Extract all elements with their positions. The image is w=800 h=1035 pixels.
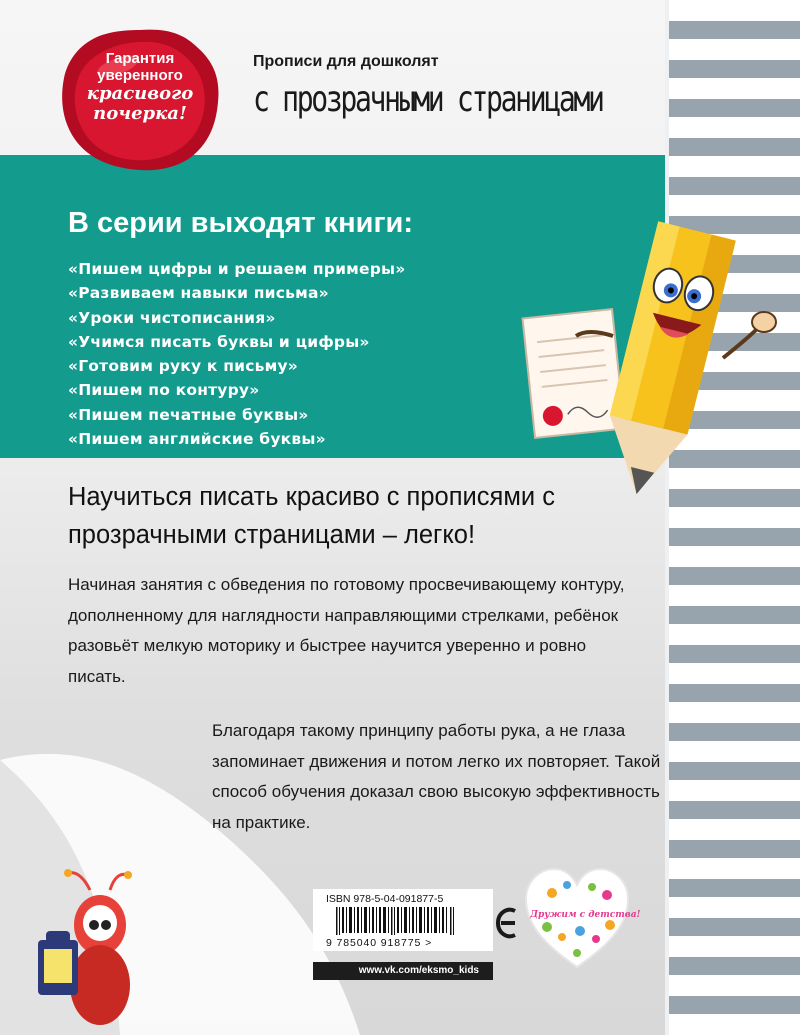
- isbn-text: ISBN 978-5-04-091877-5: [326, 893, 444, 905]
- social-link[interactable]: www.vk.com/eksmo_kids: [358, 965, 479, 976]
- social-link-bar[interactable]: [313, 962, 493, 980]
- book-item: «Пишем по контуру»: [68, 381, 260, 400]
- pencil-mascot-icon: [518, 218, 793, 518]
- book-item: «Пишем цифры и решаем примеры»: [68, 260, 406, 278]
- seal-line-2: уверенного: [97, 67, 183, 84]
- barcode-digits: 9 785040 918775 >: [326, 937, 433, 949]
- seal-line-3: красивого: [86, 83, 194, 104]
- book-item: «Пишем печатные буквы»: [68, 405, 309, 424]
- barcode-icon: [336, 907, 456, 935]
- firefly-mascot-icon: [20, 865, 140, 1035]
- series-subtitle: Прописи для дошколят: [253, 53, 439, 70]
- books-list: [68, 257, 405, 451]
- seal-line-4: почерка!: [93, 103, 187, 124]
- book-item: «Готовим руку к письму»: [68, 357, 298, 376]
- seal-line-1: Гарантия: [105, 50, 175, 67]
- description-paragraph-2: Благодаря такому принципу работы рука, а не глаза запоминает движения и потом легко их повторяет. Такой способ обучения доказал свою высокую эффективность на практике.: [212, 721, 661, 832]
- book-item: «Пишем английские буквы»: [68, 430, 326, 449]
- book-item: «Учимся писать буквы и цифры»: [68, 332, 370, 351]
- headline: Научиться писать красиво с прописями с прозрачными страницами – легко!: [68, 483, 555, 549]
- seal-text: [58, 50, 222, 124]
- series-title: с прозрачными страницами: [253, 79, 603, 120]
- description-paragraph-1: Начиная занятия с обведения по готовому просвечивающему контуру, дополненному для наглядности направляющими стрелками, ребёнок разовьёт мелкую моторику и быстрее научится уверенно и ровно писать.: [68, 575, 625, 686]
- badge-label: Дружим с детства!: [530, 910, 641, 920]
- books-heading: В серии выходят книги:: [68, 207, 414, 239]
- book-item: «Развиваем навыки письма»: [68, 284, 329, 303]
- publisher-logo-icon: [495, 905, 521, 941]
- book-item: «Уроки чистописания»: [68, 308, 276, 327]
